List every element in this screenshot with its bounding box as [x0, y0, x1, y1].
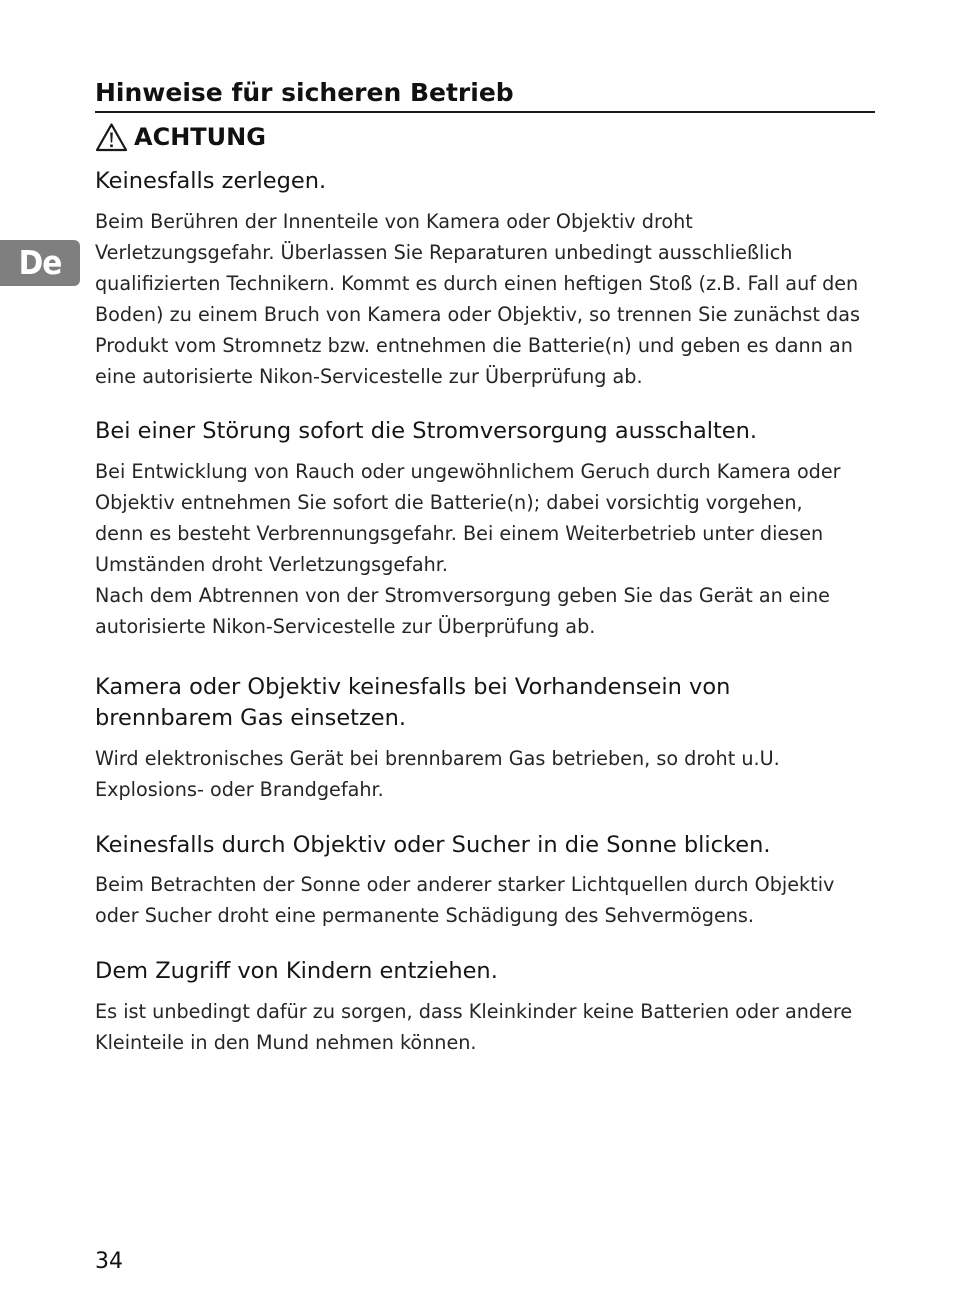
- body-line: oder Sucher droht eine permanente Schädigung des Sehvermögens.: [95, 904, 755, 927]
- body-line: Kleinteile in den Mund nehmen können.: [95, 1031, 477, 1054]
- body-line: Beim Berühren der Innenteile von Kamera oder Objektiv droht: [95, 210, 693, 233]
- body-line: Bei Entwicklung von Rauch oder ungewöhnlichem Geruch durch Kamera oder: [95, 460, 841, 483]
- body-line: Explosions- oder Brandgefahr.: [95, 778, 384, 801]
- body-line: Boden) zu einem Bruch von Kamera oder Objektiv, so trennen Sie zunächst das: [95, 303, 860, 326]
- section-heading: [95, 416, 757, 447]
- body-line: Objektiv entnehmen Sie sofort die Batterie(n); dabei vorsichtig vorgehen,: [95, 491, 803, 514]
- section-heading-line: Keinesfalls zerlegen.: [95, 168, 327, 194]
- page-number: 34: [95, 1249, 123, 1274]
- section-body: [95, 743, 780, 805]
- section-body: [95, 996, 852, 1058]
- body-line: denn es besteht Verbrennungsgefahr. Bei einem Weiterbetrieb unter diesen: [95, 522, 824, 545]
- section-body: [95, 456, 841, 642]
- section-heading-line: Dem Zugriff von Kindern entziehen.: [95, 958, 498, 984]
- body-line: Umständen droht Verletzungsgefahr.: [95, 553, 449, 576]
- section-body: [95, 206, 860, 392]
- body-line: Es ist unbedingt dafür zu sorgen, dass Kleinkinder keine Batterien oder andere: [95, 1000, 853, 1023]
- section-heading-line: Kamera oder Objektiv keinesfalls bei Vorhandensein von: [95, 674, 731, 700]
- body-line: Wird elektronisches Gerät bei brennbarem Gas betrieben, so droht u.U.: [95, 747, 780, 770]
- body-line: eine autorisierte Nikon-Servicestelle zur Überprüfung ab.: [95, 365, 643, 388]
- body-line: Beim Betrachten der Sonne oder anderer starker Lichtquellen durch Objektiv: [95, 873, 835, 896]
- section-heading: [95, 166, 326, 197]
- section-heading-line: brennbarem Gas einsetzen.: [95, 705, 407, 731]
- section-heading-line: Keinesfalls durch Objektiv oder Sucher in die Sonne blicken.: [95, 832, 771, 858]
- body-line: qualifizierten Technikern. Kommt es durch einen heftigen Stoß (z.B. Fall auf den: [95, 272, 859, 295]
- warning-triangle-icon: [95, 122, 128, 152]
- warning-label: ACHTUNG: [134, 123, 266, 151]
- body-line: Nach dem Abtrennen von der Stromversorgung geben Sie das Gerät an eine: [95, 584, 830, 607]
- section-heading: [95, 830, 770, 861]
- title-divider: [95, 111, 875, 113]
- section-heading-line: Bei einer Störung sofort die Stromversorgung ausschalten.: [95, 418, 758, 444]
- page-title: Hinweise für sicheren Betrieb: [95, 78, 514, 107]
- section-heading: [95, 956, 498, 987]
- warning-heading: [95, 119, 266, 155]
- body-line: autorisierte Nikon-Servicestelle zur Überprüfung ab.: [95, 615, 596, 638]
- body-line: Verletzungsgefahr. Überlassen Sie Reparaturen unbedingt ausschließlich: [95, 241, 793, 264]
- language-tab: De: [0, 240, 80, 286]
- section-body: [95, 869, 834, 931]
- section-heading: [95, 672, 730, 734]
- body-line: Produkt vom Stromnetz bzw. entnehmen die Batterie(n) und geben es dann an: [95, 334, 853, 357]
